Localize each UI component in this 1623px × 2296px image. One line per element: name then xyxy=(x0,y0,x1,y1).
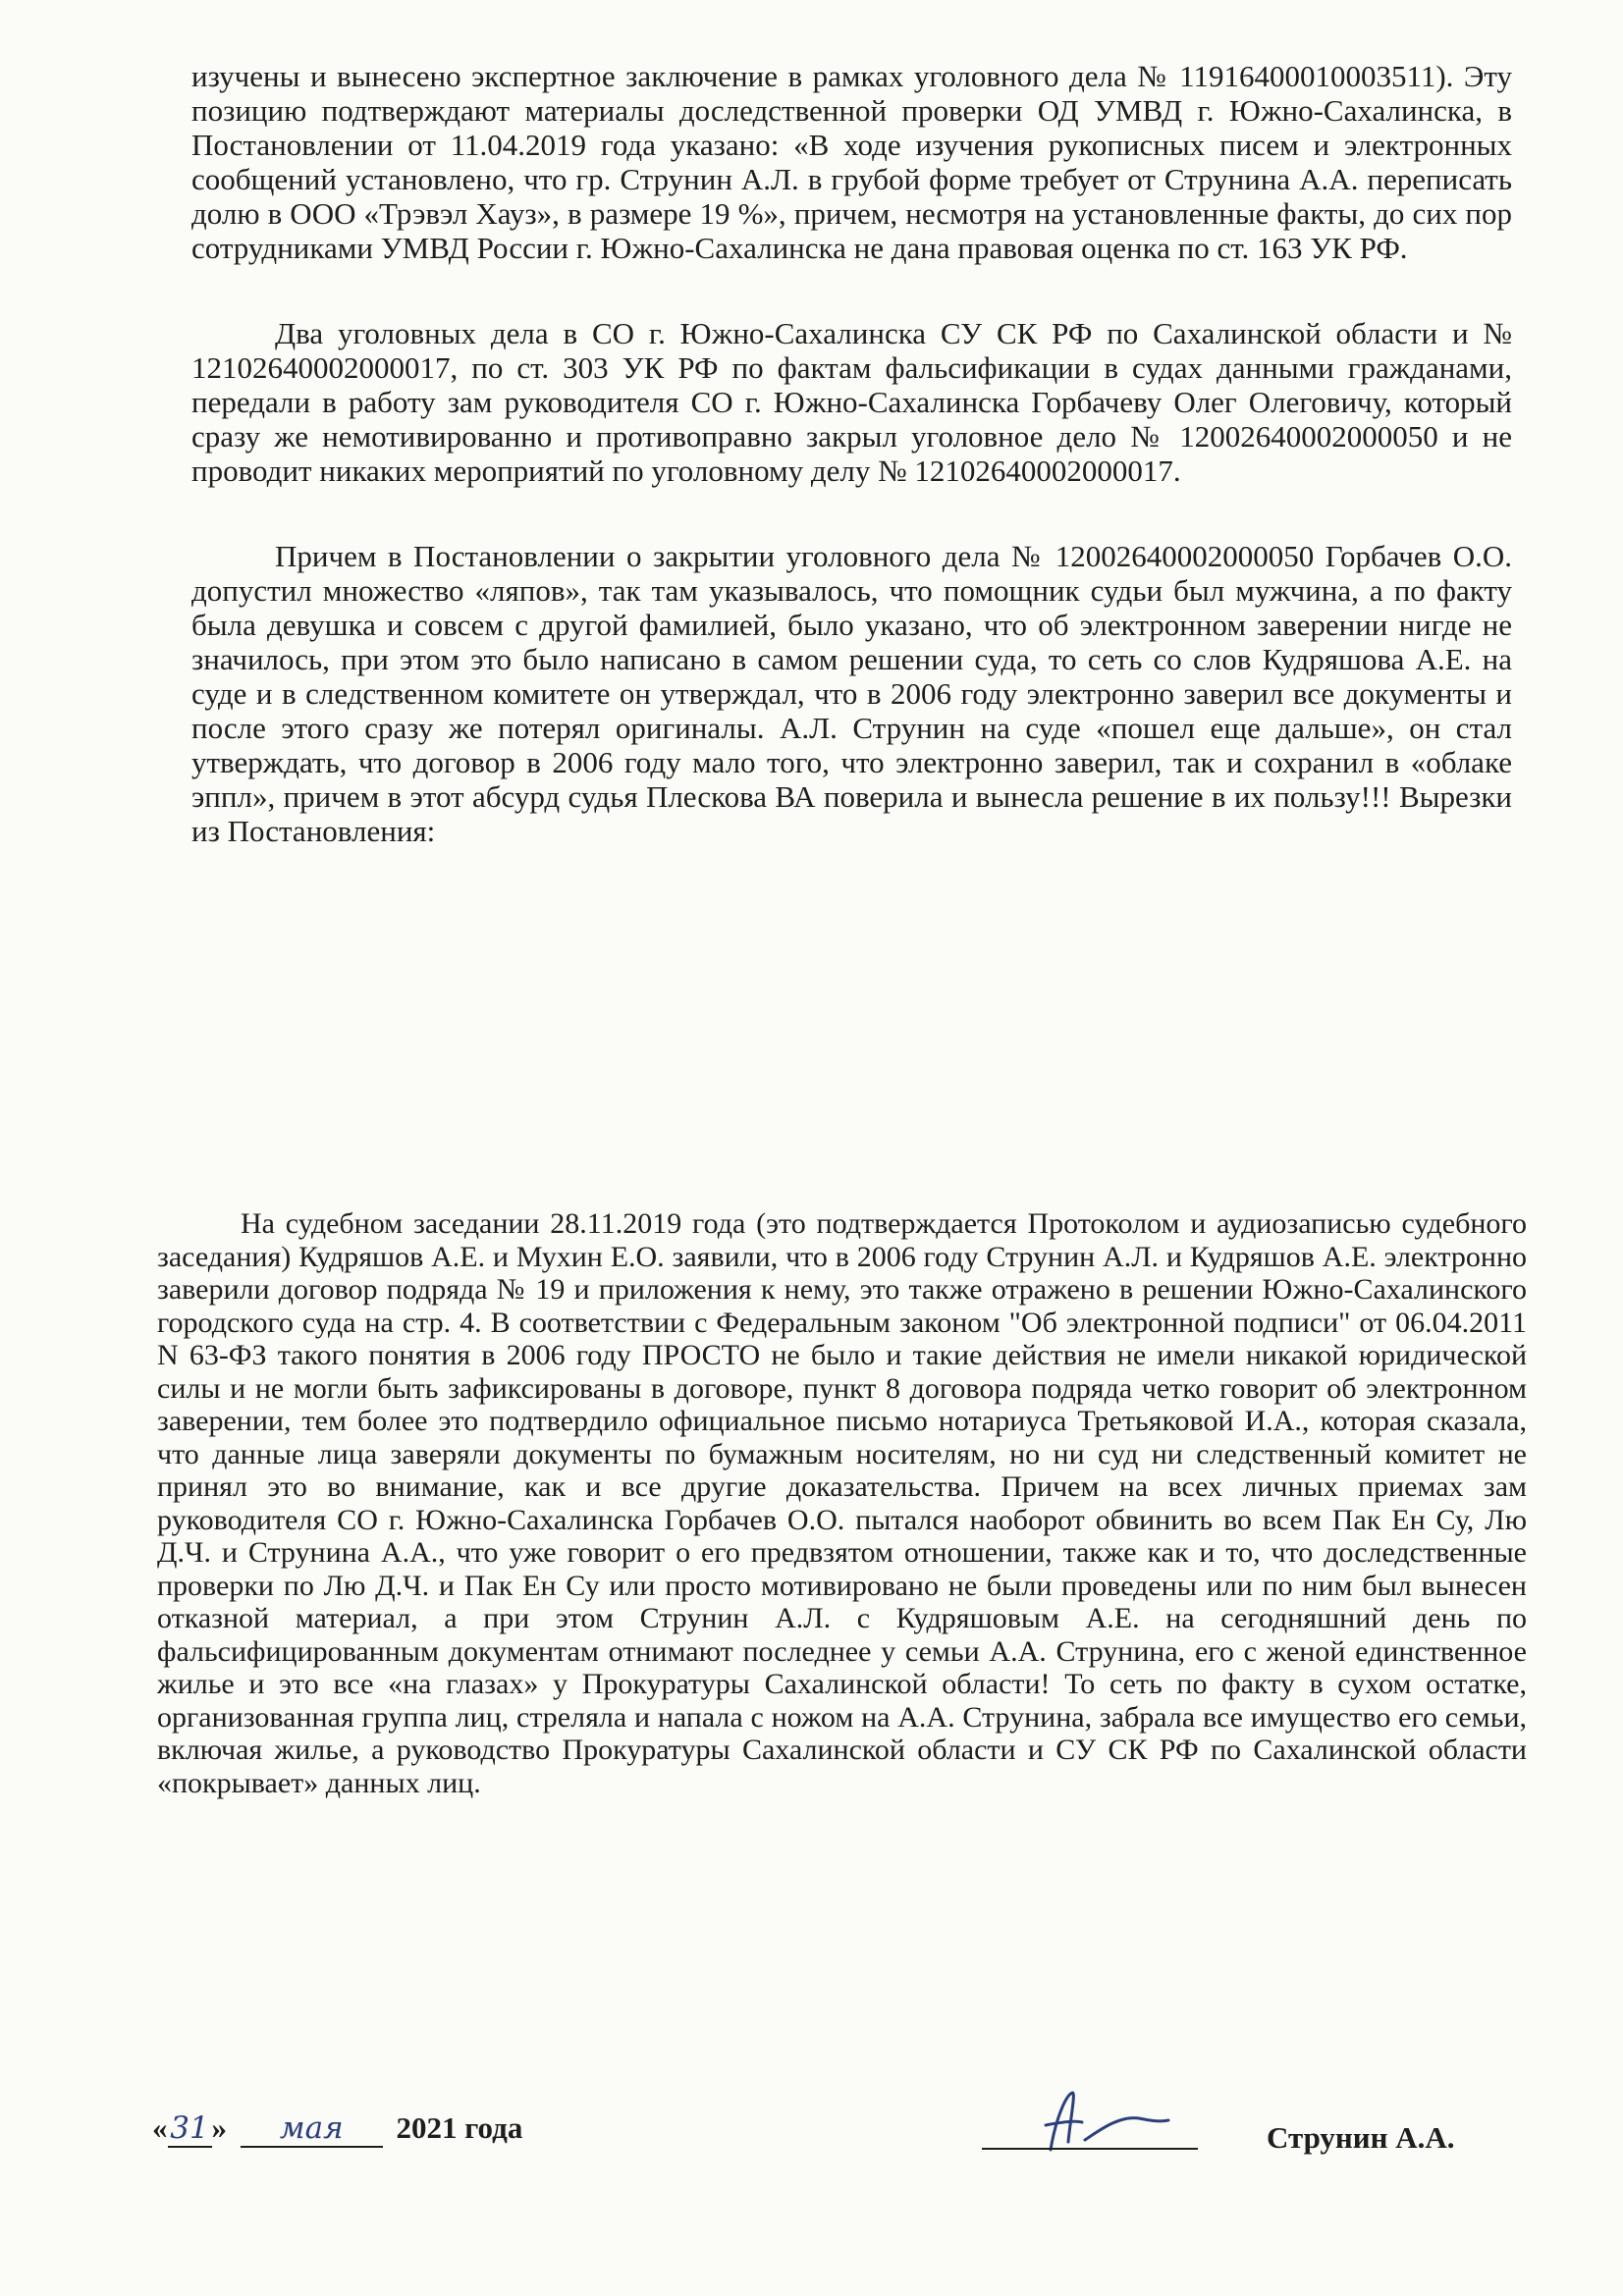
date-day-handwritten: 31 xyxy=(168,2110,212,2148)
date-month-handwritten: мая xyxy=(241,2110,383,2148)
paragraph-2: Два уголовных дела в СО г. Южно-Сахалинска СУ СК РФ по Сахалинской области и № 12102640002000017, по ст. 303 УК РФ по фактам фальсификации в судах данными гражданами, передали в работу зам руководителя СО г. Южно-Сахалинска Горбачеву Олег Олеговичу, который сразу же немотивированно и противоправно закрыл уголовное дело № 12002640002000050 и не проводит никаких мероприятий по уголовному делу № 12102640002000017. xyxy=(191,316,1512,488)
paragraph-4: На судебном заседании 28.11.2019 года (это подтверждается Протоколом и аудиозаписью судебного заседания) Кудряшов А.Е. и Мухин Е.О. заявили, что в 2006 году Струнин А.Л. и Кудряшов А.Е. электронно заверили договор подряда № 19 и приложения к нему, это также отражено в решении Южно-Сахалинского городского суда на стр. 4. В соответствии с Федеральным законом "Об электронной подписи" от 06.04.2011 N 63-ФЗ такого понятия в 2006 году ПРОСТО не было и такие действия не имели никакой юридической силы и не могли быть зафиксированы в договоре, пункт 8 договора подряда четко говорит об электронном заверении, тем более это подтвердило официальное письмо нотариуса Третьяковой И.А., которая сказала, что данные лица заверяли документы по бумажным носителям, но ни суд ни следственный комитет не принял это во внимание, как и все другие доказательства. Причем на всех личных приемах зам руководителя СО г. Южно-Сахалинска Горбачев О.О. пытался наоборот обвинить во всем Пак Ен Су, Лю Д.Ч. и Струнина А.А., что уже говорит о его предвзятом отношении, также как и то, что доследственные проверки по Лю Д.Ч. и Пак Ен Су или просто мотивировано не были проведены или по ним был вынесен отказной материал, а при этом Струнин А.Л. с Кудряшовым А.Е. на сегодняшний день по фальсифицированным документам отнимают последнее у семьи А.А. Струнина, его с женой единственное жилье и это все «на глазах» у Прокуратуры Сахалинской области! То сеть по факту в сухом остатке, организованная группа лиц, стреляла и напала с ножом на А.А. Струнина, забрала все имущество его семьи, включая жилье, а руководство Прокуратуры Сахалинской области и СУ СК РФ по Сахалинской области «покрывает» данных лиц. xyxy=(157,1207,1527,1799)
signature-line xyxy=(982,2148,1198,2150)
date-line xyxy=(152,2110,522,2148)
paragraph-1: изучены и вынесено экспертное заключение в рамках уголовного дела № 11916400010003511). Эту позицию подтверждают материалы доследственной проверки ОД УМВД г. Южно-Сахалинска, в Постановлении от 11.04.2019 года указано: «В ходе изучения рукописных писем и электронных сообщений установлено, что гр. Струнин А.Л. в грубой форме требует от Струнина А.А. переписать долю в ООО «Трэвэл Хауз», в размере 19 %», причем, несмотря на установленные факты, до сих пор сотрудниками УМВД России г. Южно-Сахалинска не дана правовая оценка по ст. 163 УК РФ. xyxy=(191,59,1512,265)
date-year: 2021 года xyxy=(396,2110,523,2145)
date-quote-open: « xyxy=(152,2110,168,2145)
signature-block xyxy=(0,2081,1623,2199)
document-body-quote xyxy=(157,1207,1527,1799)
document-body-top xyxy=(191,59,1512,848)
signer-name: Струнин А.А. xyxy=(1267,2120,1455,2155)
date-quote-close: » xyxy=(211,2110,227,2145)
paragraph-3: Причем в Постановлении о закрытии уголовного дела № 12002640002000050 Горбачев О.О. допустил множество «ляпов», так там указывалось, что помощник судьи был мужчина, а по факту была девушка и совсем с другой фамилией, было указано, что об электронном заверении нигде не значилось, при этом это было написано в самом решении суда, то сеть со слов Кудряшова А.Е. на суде и в следственном комитете он утверждал, что в 2006 году электронно заверил все документы и после этого сразу же потерял оригиналы. А.Л. Струнин на суде «пошел еще дальше», он стал утверждать, что договор в 2006 году мало того, что электронно заверил, так и сохранил в «облаке эппл», причем в этот абсурд судья Плескова ВА поверила и вынесла решение в их пользу!!! Вырезки из Постановления: xyxy=(191,539,1512,848)
